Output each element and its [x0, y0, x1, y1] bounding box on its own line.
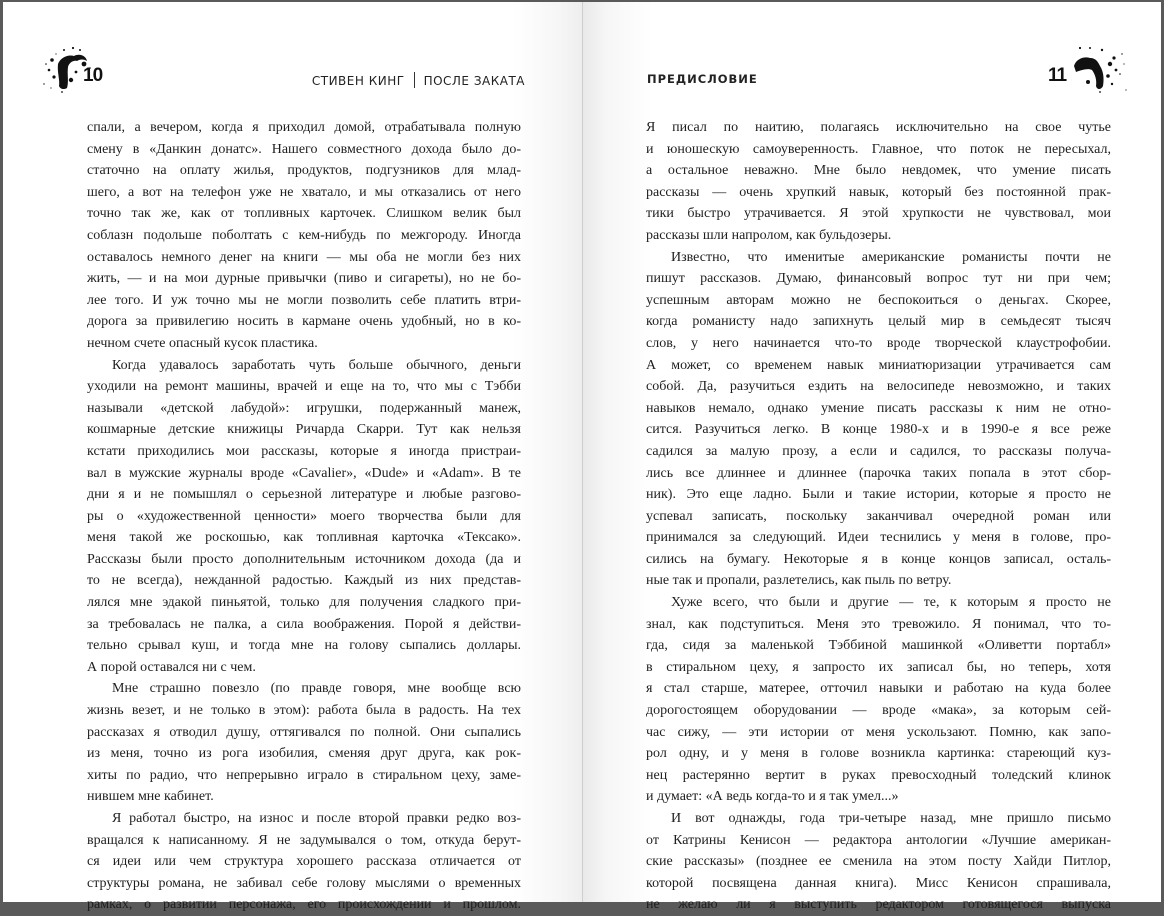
text-line: тики быстро утрачивается. Я этой хрупкости не чувствовал, мои	[646, 206, 1111, 222]
text-line: ник). Это еще ладно. Были и такие истории, которые я просто не	[646, 487, 1111, 503]
text-line: структуры романа, не забивал себе голову мыслями о временных	[87, 875, 521, 891]
text-line: кошмарные детские книжицы Ричарда Скарри. Тут как нельзя	[87, 422, 521, 438]
page-number: 11	[1048, 65, 1067, 86]
text-line: которой посвящена данная книга). Мисс Кенисон спрашивала,	[646, 875, 1111, 891]
text-line: меня такой же роскошью, как топливная карточка «Тексако».	[87, 530, 521, 546]
text-line: уходили на ремонт машины, врачей и еще на то, что мы с Тэбби	[87, 379, 521, 395]
text-line: ся идеи или чем структура хорошего рассказа отличается от	[87, 854, 521, 870]
text-line: садился за малую прозу, а если и садился, то рассказы получа-	[646, 443, 1111, 459]
text-line: Рассказы были просто дополнительным источником дохода (да и	[87, 551, 521, 567]
text-line: и юношескую самоуверенность. Главное, что поток не пересыхал,	[646, 141, 1111, 157]
text-line: нец растерянно вертит в руках превосходный толедский клинок	[646, 767, 1111, 783]
text-line: Мне страшно повезло (по правде говоря, мне вообще всю	[112, 681, 521, 697]
text-line: лее того. И уж точно мы не могли позволить себе платить втри-	[87, 292, 521, 308]
text-line: рол одну, и у меня в голове возникла картинка: стареющий куз-	[646, 746, 1111, 762]
text-line: смену в «Данкин донатс». Нашего совместного дохода было до-	[87, 141, 521, 157]
text-line: я стал старше, матерее, отточил навыки и работаю на куда более	[646, 681, 1111, 697]
running-head	[285, 72, 525, 88]
text-line: час сижу, — эти истории от меня ускользают. Помню, как запо-	[646, 724, 1111, 740]
text-line: слов, у него начинается что-то вроде творческой клаустрофобии.	[646, 335, 1111, 351]
text-line: принимался за следующий. Идеи теснились у меня в голове, про-	[646, 530, 1111, 546]
text-line: рассказы — очень хрупкий навык, который без постоянной прак-	[646, 184, 1111, 200]
text-line: нившем мне кабинет.	[87, 789, 214, 805]
text-line: Я писал по наитию, полагаясь исключительно на свое чутье	[646, 120, 1111, 135]
text-line: статочно на оплату жилья, продуктов, подгузников для млад-	[87, 163, 521, 179]
text-line: соблазн подольше поболтать с кем-нибудь по межгороду. Иногда	[87, 227, 521, 243]
text-line: жить, — и на мои дурные привычки (пиво и сигареты), но не бо-	[87, 271, 521, 287]
text-line: вращался к написанному. Я не задумывался о том, откуда берут-	[87, 832, 521, 848]
text-line: то не всегда), нежданной радостью. Каждый из них представ-	[87, 573, 521, 589]
book-spread	[3, 2, 1161, 913]
text-line: дорога за привилегию носить в кармане очень удобный, но в ко-	[87, 314, 521, 330]
text-line: лялся мне эдакой пиньятой, только для получения сладкого при-	[87, 595, 521, 611]
text-line: кстати приходились мои рассказы, которые я иногда пристраи-	[87, 443, 521, 459]
text-line: успешным авторам можно не беспокоиться о деньгах. Скорее,	[646, 292, 1111, 308]
text-line: дорогостоящем оборудовании — вроде «мака», за которым сей-	[646, 703, 1111, 719]
left-page	[3, 2, 582, 913]
text-line: ры о «художественной ценности» моего творчества были для	[87, 508, 521, 524]
text-line: лись все длиннее и длиннее (парочка таких попала в этот сбор-	[646, 465, 1111, 481]
text-line: за требовалась не палка, а сила воображения. Порой я действи-	[87, 616, 521, 632]
author-name: СТИВЕН КИНГ	[311, 74, 405, 88]
text-line: шего, а вот на телефон уже не хватало, и мы отказались от него	[87, 184, 521, 200]
text-line: называли «детской лабудой»: игрушки, подержанный манеж,	[87, 400, 521, 416]
text-line: тельно срывал куш, и тогда мне на голову сыпались доллары.	[87, 638, 521, 654]
text-line: навыков немало, однако умение писать рассказы к ним не отно-	[646, 400, 1111, 416]
text-line: точно так же, как от топливных карточек. Слишком велик был	[87, 206, 521, 222]
text-line: спали, а вечером, когда я приходил домой, отрабатывала полную	[87, 120, 521, 135]
text-line: когда романисту надо запихнуть целый мир в семьдесят тысяч	[646, 314, 1111, 330]
right-page	[583, 2, 1161, 913]
text-line: Когда удавалось заработать чуть больше обычного, деньги	[112, 357, 521, 373]
text-line: а остальное неважно. Мне было невдомек, что умение писать	[646, 163, 1111, 179]
text-line: сится. Разучиться легко. В конце 1980-х и в 1990-е я все реже	[646, 422, 1111, 438]
text-line: успевал записать, поскольку заканчивал очередной роман или	[646, 508, 1111, 524]
page-number: 10	[83, 65, 103, 86]
text-line: не желаю ли я выступить редактором готовящегося выпуска	[646, 897, 1111, 913]
text-line: и думает: «А ведь когда-то и я так умел...»	[646, 789, 899, 805]
text-line: сились на бумагу. Некоторые я в конце концов записал, осталь-	[646, 551, 1111, 567]
text-line: из меня, точно из рога изобилия, сменяя друг друга, как рок-	[87, 746, 521, 762]
separator	[414, 72, 415, 88]
text-line: хиты по радио, что непрерывно играло в стиральном цеху, заме-	[87, 767, 521, 783]
text-line: пишут рассказов. Думаю, финансовый вопрос тут ни при чем;	[646, 271, 1111, 287]
body-text	[87, 117, 521, 916]
ink-splatter-icon	[1070, 44, 1132, 96]
text-line: вал в мужские журналы вроде «Cavalier», «Dude» и «Adam». В те	[87, 465, 521, 481]
text-line: ные так и пропали, разлетелись, как пыль по ветру.	[646, 573, 952, 589]
text-line: И вот однажды, года три-четыре назад, мне пришло письмо	[671, 811, 1111, 826]
text-line: оставалось немного денег на книги — мы оба не могли без них	[87, 249, 521, 265]
text-line: Хуже всего, что были и другие — те, к которым я просто не	[671, 595, 1111, 611]
text-line: в стиральном цеху, я запросто их записал бы, но теперь, хотя	[646, 659, 1111, 675]
text-line: собой. Да, разучиться ездить на велосипеде невозможно, и таких	[646, 379, 1111, 395]
running-head	[647, 72, 847, 86]
text-line: от Катрины Кенисон — редактора антологии «Лучшие американ-	[646, 832, 1111, 848]
text-line: Известно, что именитые американские романисты почти не	[671, 249, 1111, 265]
text-line: нечном счете опасный кусок пластика.	[87, 335, 318, 351]
body-text	[646, 117, 1111, 916]
text-line: рассказах я отводил душу, оттягивался по полной. Они сыпались	[87, 724, 521, 740]
text-line: рамках, о развитии персонажа, его происхождении и прошлом.	[87, 897, 521, 913]
text-line: знал, как подступиться. Меня это тревожило. Я понимал, что то-	[646, 616, 1111, 632]
section-title: ПРЕДИСЛОВИЕ	[647, 72, 758, 86]
text-line: Я работал быстро, на износ и после второй правки редко воз-	[112, 811, 521, 826]
text-line: А может, со временем навык миниатюризации утрачивается сам	[646, 357, 1111, 373]
text-line: гда, сидя за маленькой Тэббиной машинкой «Оливетти портабл»	[646, 638, 1111, 654]
text-line: ские рассказы» (позднее ее сменила на этом посту Хайди Питлор,	[646, 854, 1111, 870]
book-title: ПОСЛЕ ЗАКАТА	[423, 74, 525, 88]
text-line: дни я и не помышлял о серьезной литературе и любые разгово-	[87, 487, 521, 503]
text-line: А порой оставался ни с чем.	[87, 659, 256, 675]
text-line: рассказы шли напролом, как бульдозеры.	[646, 227, 892, 243]
text-line: жизнь везет, и не только в этом): работа была в радость. На тех	[87, 703, 521, 719]
